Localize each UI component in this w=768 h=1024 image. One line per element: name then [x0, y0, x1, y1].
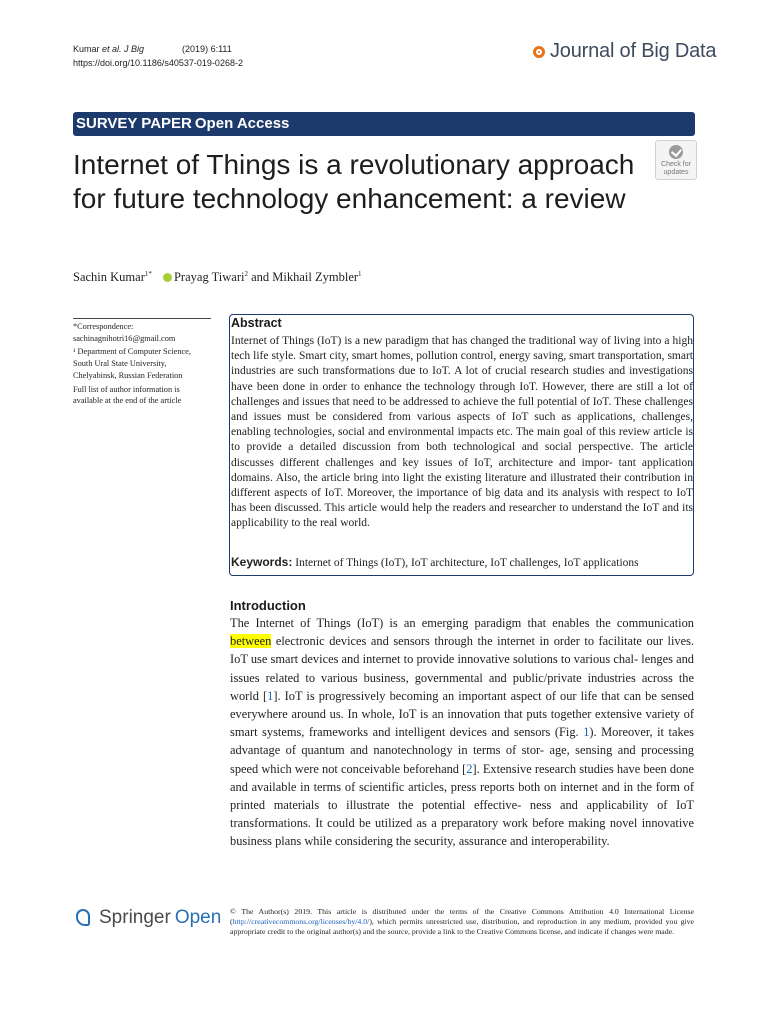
keywords-label: Keywords:	[231, 555, 293, 569]
journal-logo-icon	[533, 46, 545, 58]
keywords-list: Internet of Things (IoT), IoT architecture, IoT challenges, IoT applications	[292, 557, 639, 569]
orcid-icon[interactable]	[163, 273, 172, 282]
author-name[interactable]: Mikhail Zymbler	[272, 270, 359, 285]
author-separator: and	[247, 270, 273, 285]
cite-year: (2019) 6:111	[182, 44, 232, 54]
page-title: Internet of Things is a revolutionary approach for future technology enhancement: a review	[73, 149, 635, 214]
author-list	[73, 270, 362, 285]
open-wordmark: Open	[174, 907, 222, 928]
doi-link[interactable]: https://doi.org/10.1186/s40537-019-0268-2	[73, 58, 243, 68]
license-link[interactable]: http://creativecommons.org/licenses/by/4.0/	[232, 917, 370, 926]
correspondence: *Correspondence: sachinagnihotri16@gmail.com	[73, 322, 176, 343]
license-text: © The Author(s) 2019. This article is distributed under the terms of the Creative Commons Attribution 4.0 International License (	[230, 907, 694, 926]
citation-header	[73, 42, 243, 70]
author-name[interactable]: Sachin Kumar	[73, 270, 145, 285]
springer-wordmark: Springer	[99, 907, 171, 928]
article-type-banner	[73, 112, 695, 136]
intro-text: The Internet of Things (IoT) is an emerging paradigm that enables the communication	[230, 616, 694, 630]
introduction-paragraph	[230, 614, 694, 851]
check-for-updates-button[interactable]	[655, 140, 697, 180]
author-info-sidebar	[73, 318, 211, 409]
cite-authors: Kumar	[73, 44, 103, 54]
open-access-label: Open Access	[194, 115, 290, 132]
citation-line	[73, 42, 243, 56]
journal-name: Journal of Big Data	[550, 40, 717, 62]
author-affiliation-mark: 1	[358, 270, 362, 278]
journal-logo[interactable]	[533, 40, 716, 63]
article-type-label: SURVEY PAPER	[76, 115, 192, 132]
figure-link[interactable]: 1	[583, 725, 590, 740]
abstract-text: Internet of Things (IoT) is a new paradigm that has changed the traditional way of living into a high tech life style. Smart city, smart homes, pollution control, energy saving, smart transportation, smart industries are such transformations due to IoT. A lot of crucial research studies and investigations have been done in order to enhance the technology through IoT. However, there are still a lot of challenges and issues that need to be addressed to achieve the full potential of IoT. These challenges and issues must be considered from various aspects of IoT such as applications, challenges, enabling technologies, social and environmental impacts etc. The main goal of this review article is to provide a detailed discussion from both technological and social perspective. The article discusses different challenges and key issues of IoT, architecture and impor- tant application domains. Also, the article bring into light the existing literature and illustrated their contribution in different aspects of IoT. Moreover, the importance of big data and its analysis with respect to IoT has been discussed. This article would help the readers and researcher to understand the IoT and its applicability to the real world.	[231, 335, 693, 530]
intro-text: electronic devices and sensors through the internet in order to facilitate our lives. IoT use smart devices and internet to provide innovative solutions to various chal- lenges and issues related to various business, governmental and public/private industries across the world [	[230, 634, 694, 703]
springer-horse-icon	[73, 907, 95, 929]
check-updates-line1: Check for	[661, 161, 691, 168]
introduction-heading: Introduction	[230, 598, 306, 613]
check-updates-line2: updates	[663, 169, 689, 176]
keywords	[231, 555, 639, 569]
cite-etal: et al.	[102, 44, 122, 54]
author-affiliation-mark: 2	[244, 270, 248, 278]
intro-text: ]. Extensive research studies have been done and available in terms of scientific articles, press reports both on internet and in the form of printed materials to illustrate the potential effective- ness and applicability of IoT transformations. It could be utilized as a preparatory work before making novel innovative business plans while considering the security, assurance and interoperability.	[230, 761, 694, 849]
license-notice	[230, 907, 694, 937]
highlighted-word: between	[230, 634, 272, 649]
reference-link[interactable]: 2	[466, 761, 473, 776]
affiliation: ¹ Department of Computer Science, South Ural State University, Chelyabinsk, Russian Federation	[73, 347, 191, 380]
cite-journal: J Big	[121, 44, 145, 54]
springer-open-logo	[73, 907, 221, 929]
author-name[interactable]: Prayag Tiwari	[173, 270, 245, 285]
intro-text: ]. IoT is progressively becoming an important aspect of our life that can be sensed everywhere around us. In whole, IoT is an innovation that puts together extensive variety of smart systems, frameworks and intelligent devices and sensors (Fig.	[230, 688, 694, 740]
reference-link[interactable]: 1	[267, 688, 274, 703]
check-updates-icon	[669, 145, 683, 159]
full-author-info-note: Full list of author information is available at the end of the article	[73, 384, 182, 406]
abstract-box	[229, 314, 694, 576]
license-text: ), which permits unrestricted use, distribution, and reproduction in any medium, provided you give appropriate credit to the original author(s) and the source, provide a link to the Creative Commons license, and indicate if changes were made.	[230, 917, 694, 936]
abstract-heading: Abstract	[231, 316, 282, 330]
author-affiliation-mark: 1*	[144, 270, 152, 278]
intro-text: ). Moreover, it takes advantage of quantum and nanotechnology in terms of stor- age, sensing and processing speed which were not conceivable beforehand [	[230, 725, 694, 776]
